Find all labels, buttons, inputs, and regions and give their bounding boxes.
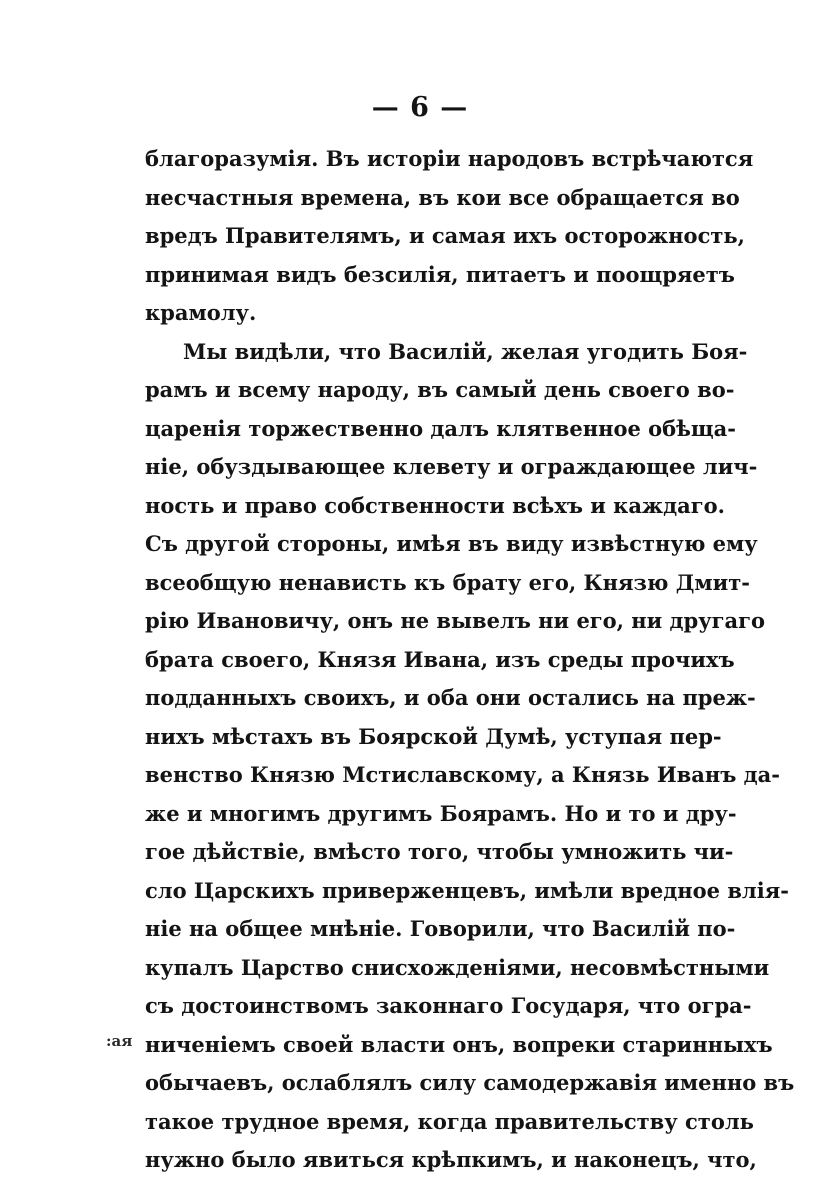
text-line: сло Царскихъ приверженцевъ, имѣли вредное влія-	[145, 877, 789, 903]
text-line: рію Ивановичу, онъ не вывелъ ни его, ни другаго	[145, 608, 766, 633]
text-line: несчастныя времена, въ кои все обращается во	[145, 184, 740, 210]
text-line: Съ другой стороны, имѣя въ виду извѣстную ему	[145, 531, 758, 556]
text-line: такое трудное время, когда правительству столь	[145, 1108, 754, 1134]
text-line: благоразумія. Въ исторіи народовъ встрѣчаются	[145, 146, 754, 171]
text-line: гое дѣйствіе, вмѣсто того, чтобы умножить чи-	[145, 839, 734, 864]
text-line: обычаевъ, ослаблялъ силу самодержавія именно въ	[145, 1070, 795, 1095]
text-line: царенія торжественно далъ клятвенное обѣща-	[145, 415, 736, 441]
text-line: принимая видъ безсилія, питаетъ и поощряетъ	[145, 261, 735, 287]
text-line: же и многимъ другимъ Боярамъ. Но и то и дру-	[145, 800, 737, 826]
body-text	[145, 140, 795, 1180]
text-line: ніе на общее мнѣніе. Говорили, что Василій по-	[145, 916, 736, 941]
text-line: купалъ Царство снисхожденіями, несовмѣстными	[145, 954, 770, 980]
text-line: крамолу.	[145, 300, 257, 325]
text-line: нужно было явиться крѣпкимъ, и наконецъ, что,	[145, 1147, 757, 1172]
text-line: съ достоинствомъ законнаго Государя, что огра-	[145, 993, 752, 1018]
page-number: — 6 —	[371, 92, 469, 123]
text-line: венство Князю Мстиславскому, а Князь Иванъ да-	[145, 762, 780, 787]
text-line: вредъ Правителямъ, и самая ихъ осторожность,	[145, 223, 745, 248]
text-line: подданныхъ своихъ, и оба они остались на преж-	[145, 685, 756, 710]
text-line: ность и право собственности всѣхъ и каждаго.	[145, 492, 725, 518]
margin-mark: :ая	[106, 1032, 133, 1050]
text-line: рамъ и всему народу, въ самый день своего во-	[145, 377, 735, 402]
text-line: брата своего, Князя Ивана, изъ среды прочихъ	[145, 646, 735, 672]
text-line: ниченіемъ своей власти онъ, вопреки старинныхъ	[145, 1031, 773, 1057]
text-line: ніе, обуздывающее клевету и ограждающее лич-	[145, 454, 758, 479]
text-line: Мы видѣли, что Василій, желая угодить Боя-	[183, 338, 748, 364]
text-line: всеобщую ненависть къ брату его, Князю Дмит-	[145, 569, 750, 595]
text-line: нихъ мѣстахъ въ Боярской Думѣ, уступая пер-	[145, 723, 722, 749]
